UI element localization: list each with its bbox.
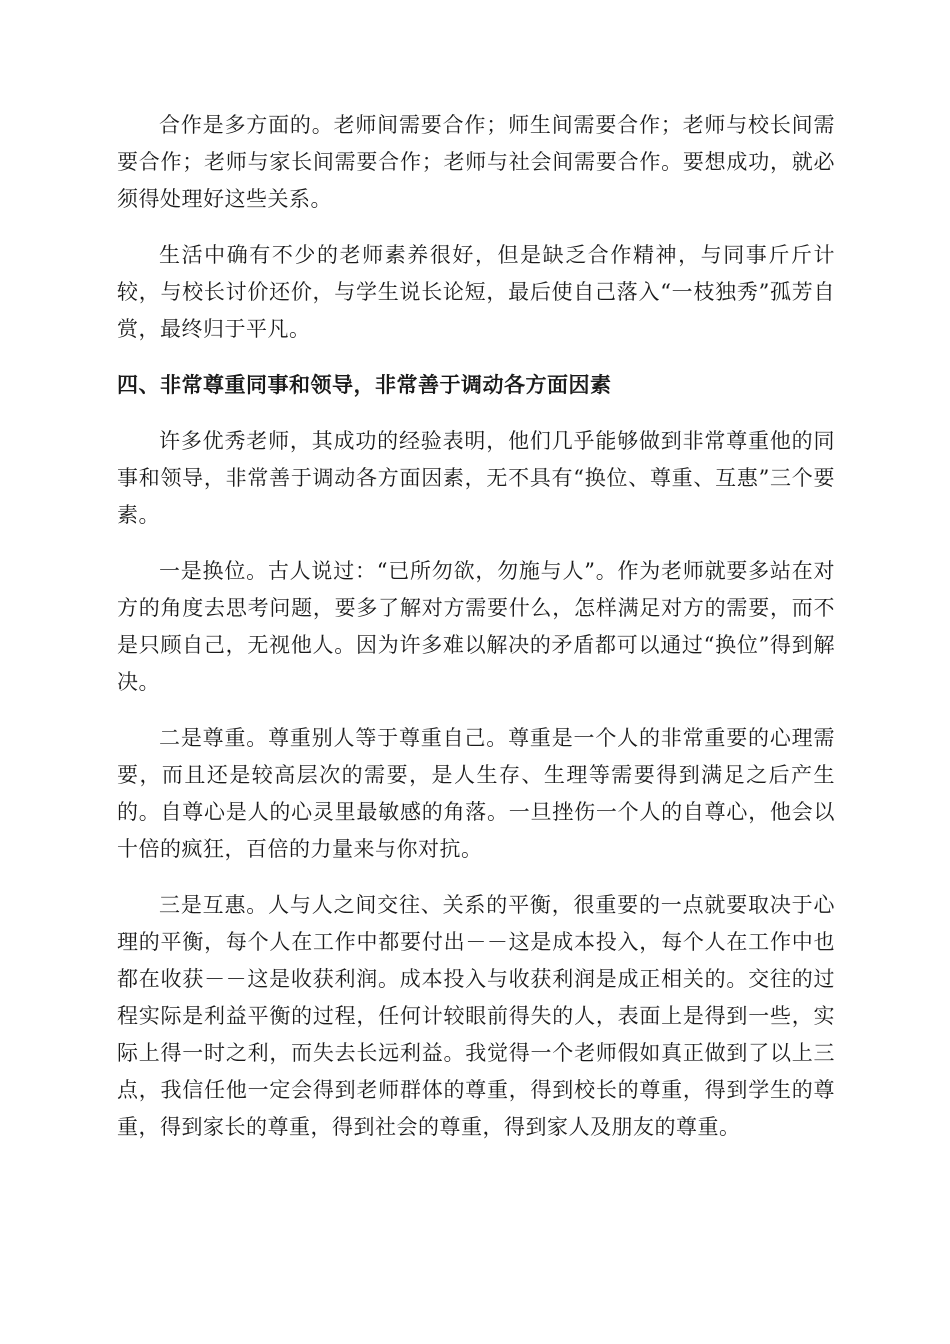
paragraph-respect: 二是尊重。尊重别人等于尊重自己。尊重是一个人的非常重要的心理需要，而且还是较高层次的需要，是人生存、生理等需要得到满足之后产生的。自尊心是人的心灵里最敏感的角落。一旦挫伤一个人的自尊心，他会以十倍的疯狂，百倍的力量来与你对抗。 — [117, 726, 835, 861]
section-heading: 四、非常尊重同事和领导，非常善于调动各方面因素 — [117, 373, 612, 397]
paragraph-three-elements: 许多优秀老师，其成功的经验表明，他们几乎能够做到非常尊重他的同事和领导，非常善于调动各方面因素，无不具有“换位、尊重、互惠”三个要素。 — [117, 429, 835, 527]
document-page — [117, 107, 835, 1165]
paragraph-perspective-taking: 一是换位。古人说过：“已所勿欲，勿施与人”。作为老师就要多站在对方的角度去思考问题，要多了解对方需要什么，怎样满足对方的需要，而不是只顾自己，无视他人。因为许多难以解决的矛盾都可以通过“换位”得到解决。 — [117, 559, 835, 694]
paragraph-cooperation: 合作是多方面的。老师间需要合作；师生间需要合作；老师与校长间需要合作；老师与家长间需要合作；老师与社会间需要合作。要想成功，就必须得处理好这些关系。 — [117, 113, 835, 211]
paragraph-reciprocity: 三是互惠。人与人之间交往、关系的平衡，很重要的一点就要取决于心理的平衡，每个人在工作中都要付出－－这是成本投入，每个人在工作中也都在收获－－这是收获利润。成本投入与收获利润是成正相关的。交往的过程实际是利益平衡的过程，任何计较眼前得失的人，表面上是得到一些，实际上得一时之利，而失去长远利益。我觉得一个老师假如真正做到了以上三点，我信任他一定会得到老师群体的尊重，得到校长的尊重，得到学生的尊重，得到家长的尊重，得到社会的尊重，得到家人及朋友的尊重。 — [117, 893, 835, 1139]
paragraph-lack-of-cooperation: 生活中确有不少的老师素养很好，但是缺乏合作精神，与同事斤斤计较，与校长讨价还价，与学生说长论短，最后使自己落入“一枝独秀”孤芳自赏，最终归于平凡。 — [117, 243, 835, 341]
